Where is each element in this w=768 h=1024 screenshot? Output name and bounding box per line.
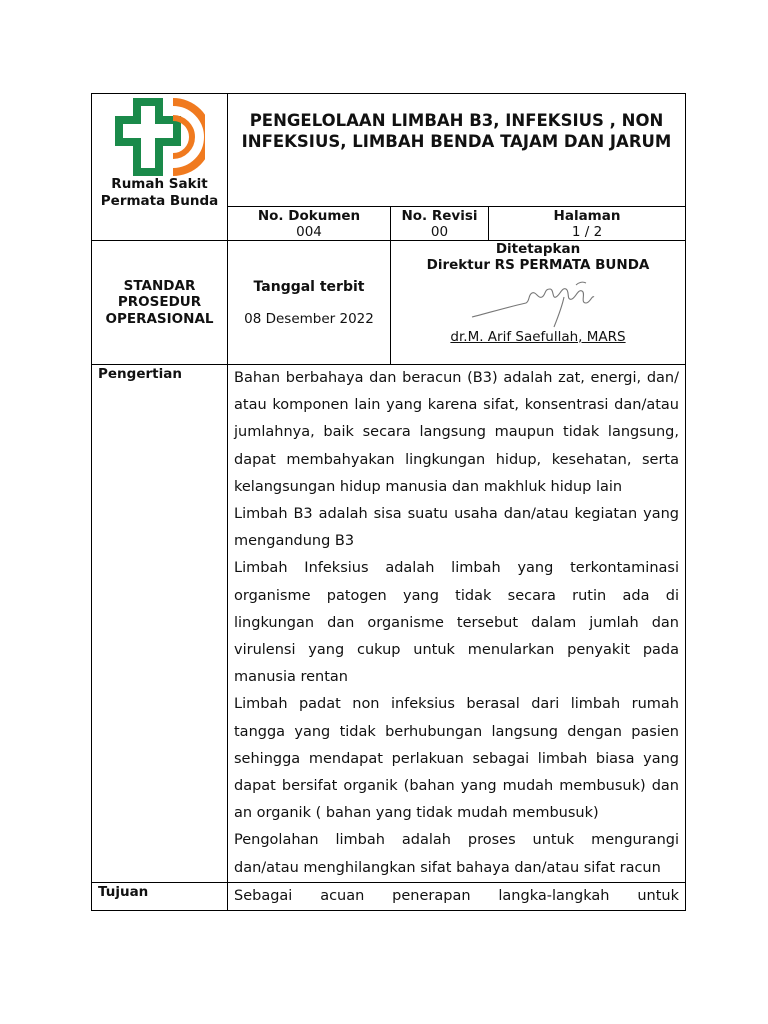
tujuan-label: Tujuan	[92, 882, 228, 910]
signature-icon	[468, 277, 608, 329]
tujuan-text: Sebagai acuan penerapan langka-langkah untuk	[234, 887, 679, 904]
director-name: dr.M. Arif Saefullah, MARS	[450, 329, 626, 345]
pengertian-paragraph: Limbah Infeksius adalah limbah yang terkontaminasi organisme patogen yang tidak secara rutin ada di lingkungan dan organisme tersebut dalam jumlah dan virulensi yang cukup untuk menularkan penyakit pada manusia rentan	[234, 560, 679, 686]
revision-value: 00	[430, 224, 449, 240]
approval-label: Ditetapkan	[495, 241, 581, 257]
page-value: 1 / 2	[571, 224, 603, 240]
doc-number-cell	[228, 207, 391, 241]
revision-label: No. Revisi	[401, 208, 478, 224]
revision-cell	[391, 207, 489, 241]
document-title: PENGELOLAAN LIMBAH B3, INFEKSIUS , NON INFEKSIUS, LIMBAH BENDA TAJAM DAN JARUM	[228, 94, 686, 207]
tujuan-content	[228, 882, 686, 910]
sop-label: STANDAR PROSEDUR OPERASIONAL	[92, 241, 228, 365]
approval-cell	[391, 241, 686, 365]
hospital-logo-icon	[115, 98, 205, 176]
pengertian-content	[228, 365, 686, 883]
pengertian-paragraph: Limbah padat non infeksius berasal dari limbah rumah tangga yang tidak berhubungan langsung dengan pasien sehingga mendapat perlakuan sebagai limbah biasa yang dapat bersifat organik (bahan yang mudah membusuk) dan an organik ( bahan yang tidak mudah membusuk)	[234, 696, 679, 822]
approval-director-title: Direktur RS PERMATA BUNDA	[426, 257, 650, 273]
pengertian-paragraph: Limbah B3 adalah sisa suatu usaha dan/atau kegiatan yang mengandung B3	[234, 506, 679, 550]
issue-date-label: Tanggal terbit	[253, 279, 365, 295]
issue-date-value: 08 Desember 2022	[244, 311, 374, 327]
hospital-name: Rumah Sakit Permata Bunda	[100, 176, 219, 209]
pengertian-paragraph: Pengolahan limbah adalah proses untuk mengurangi dan/atau menghilangkan sifat bahaya dan/atau sifat racun	[234, 832, 679, 876]
hospital-logo-cell	[92, 94, 228, 241]
doc-number-value: 004	[296, 224, 322, 240]
page-cell	[489, 207, 686, 241]
issue-date-cell	[228, 241, 391, 365]
doc-number-label: No. Dokumen	[257, 208, 361, 224]
pengertian-paragraph: Bahan berbahaya dan beracun (B3) adalah zat, energi, dan/ atau komponen lain yang karena sifat, konsentrasi dan/atau jumlahnya, baik secara langsung maupun tidak langsung, dapat membahyakan lingkungan hidup, kesehatan, serta kelangsungan hidup manusia dan makhluk hidup lain	[234, 370, 679, 495]
sop-document-table	[91, 93, 686, 911]
page-label: Halaman	[553, 208, 621, 224]
pengertian-label: Pengertian	[92, 365, 228, 883]
